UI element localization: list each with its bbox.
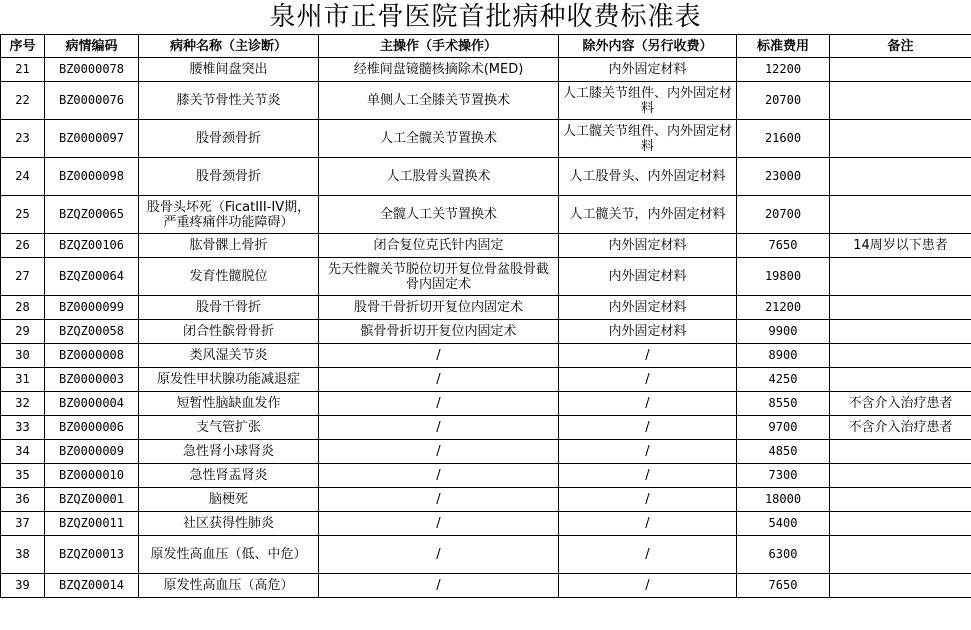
row-number-cell: [1, 320, 45, 344]
disease-name-cell: [139, 536, 319, 574]
disease-name-cell: [139, 296, 319, 320]
standard-fee-cell: [737, 488, 830, 512]
excluded-items-cell: [559, 416, 737, 440]
row-number-cell: [1, 368, 45, 392]
row-number: 25: [15, 207, 30, 221]
main-operation: 股骨干骨折切开复位内固定术: [353, 300, 523, 315]
main-operation: 髌骨骨折切开复位内固定术: [360, 324, 517, 339]
disease-code-cell: [45, 58, 139, 82]
disease-code: BZQZ00064: [58, 269, 125, 283]
disease-code-cell: [45, 392, 139, 416]
main-operation-cell: [319, 416, 559, 440]
table-row: [1, 512, 971, 536]
table-row: [1, 368, 971, 392]
main-operation-cell: [319, 234, 559, 258]
row-number: 23: [15, 131, 30, 145]
remark: 不含介入治疗患者: [848, 396, 953, 411]
main-operation-cell: [319, 574, 559, 598]
excluded-items-cell: [559, 158, 737, 196]
main-operation: /: [436, 420, 441, 435]
main-operation-cell: [319, 58, 559, 82]
main-operation: /: [436, 492, 441, 507]
excluded-items-cell: [559, 258, 737, 296]
remark-cell: [830, 344, 971, 368]
excluded-items: /: [645, 372, 650, 387]
excluded-items: 人工股骨头、内外固定材料: [569, 169, 726, 184]
table-row: [1, 120, 971, 158]
excluded-items: /: [645, 396, 650, 411]
standard-fee-cell: [737, 574, 830, 598]
disease-name-cell: [139, 58, 319, 82]
row-number: 22: [15, 93, 30, 107]
main-operation-cell: [319, 488, 559, 512]
disease-code-cell: [45, 158, 139, 196]
excluded-items-cell: [559, 120, 737, 158]
excluded-items-cell: [559, 58, 737, 82]
disease-code: BZ0000008: [58, 348, 125, 362]
table-row: [1, 158, 971, 196]
remark: 不含介入治疗患者: [848, 420, 953, 435]
row-number-cell: [1, 58, 45, 82]
row-number: 36: [15, 492, 30, 506]
disease-code-cell: [45, 574, 139, 598]
excluded-items: 内外固定材料: [608, 62, 687, 77]
remark-cell: [830, 574, 971, 598]
remark-cell: [830, 392, 971, 416]
main-operation: /: [436, 547, 441, 562]
standard-fee-cell: [737, 82, 830, 120]
excluded-items-cell: [559, 344, 737, 368]
excluded-items: /: [645, 547, 650, 562]
disease-name-cell: [139, 158, 319, 196]
remark-cell: [830, 82, 971, 120]
disease-code: BZQZ00106: [58, 238, 125, 252]
standard-fee: 4850: [768, 444, 798, 458]
remark-cell: [830, 258, 971, 296]
excluded-items-cell: [559, 440, 737, 464]
disease-code: BZQZ00013: [58, 547, 125, 561]
disease-name: 原发性高血压（低、中危）: [150, 547, 307, 562]
disease-name: 股骨干骨折: [195, 300, 261, 315]
main-operation: /: [436, 348, 441, 363]
disease-name: 发育性髋脱位: [189, 269, 268, 284]
disease-code: BZQZ00065: [58, 207, 125, 221]
excluded-items: /: [645, 444, 650, 459]
main-operation-cell: [319, 344, 559, 368]
disease-code: BZQZ00014: [58, 578, 125, 592]
excluded-items-cell: [559, 464, 737, 488]
disease-name: 支气管扩张: [195, 420, 261, 435]
disease-name-cell: [139, 120, 319, 158]
excluded-items: 人工膝关节组件、内外固定材料: [562, 85, 732, 116]
excluded-items-cell: [559, 512, 737, 536]
main-operation-cell: [319, 320, 559, 344]
remark-cell: [830, 296, 971, 320]
table-row: [1, 440, 971, 464]
excluded-items: /: [645, 516, 650, 531]
excluded-items-cell: [559, 368, 737, 392]
standard-fee: 9900: [768, 324, 798, 338]
standard-fee-cell: [737, 320, 830, 344]
disease-name-cell: [139, 392, 319, 416]
col-header-name: 病种名称（主诊断）: [139, 35, 319, 58]
standard-fee: 8550: [768, 396, 798, 410]
disease-name: 肱骨髁上骨折: [189, 238, 268, 253]
standard-fee: 7650: [768, 578, 798, 592]
main-operation: 经椎间盘镜髓核摘除术(MED): [353, 62, 524, 77]
disease-name: 短暂性脑缺血发作: [176, 396, 281, 411]
disease-code: BZQZ00011: [58, 516, 125, 530]
disease-code-cell: [45, 464, 139, 488]
col-header-exclusions: 除外内容（另行收费）: [559, 35, 737, 58]
main-operation: 单侧人工全膝关节置换术: [366, 93, 510, 108]
row-number-cell: [1, 512, 45, 536]
table-row: [1, 58, 971, 82]
main-operation: /: [436, 444, 441, 459]
row-number: 21: [15, 62, 30, 76]
row-number-cell: [1, 416, 45, 440]
remark-cell: [830, 368, 971, 392]
excluded-items: /: [645, 468, 650, 483]
disease-code: BZ0000006: [58, 420, 125, 434]
main-operation: /: [436, 468, 441, 483]
table-row: [1, 344, 971, 368]
disease-code-cell: [45, 440, 139, 464]
row-number-cell: [1, 158, 45, 196]
row-number: 24: [15, 169, 30, 183]
main-operation-cell: [319, 158, 559, 196]
table-row: [1, 196, 971, 234]
row-number-cell: [1, 120, 45, 158]
remark-cell: [830, 234, 971, 258]
col-header-code: 病情编码: [45, 35, 139, 58]
disease-code: BZQZ00001: [58, 492, 125, 506]
disease-name-cell: [139, 368, 319, 392]
table-row: [1, 258, 971, 296]
disease-code: BZ0000076: [58, 93, 125, 107]
disease-name: 股骨颈骨折: [195, 169, 261, 184]
remark-cell: [830, 464, 971, 488]
standard-fee: 12200: [764, 62, 802, 76]
col-header-note: 备注: [830, 35, 971, 58]
standard-fee: 21600: [764, 131, 802, 145]
row-number: 37: [15, 516, 30, 530]
row-number-cell: [1, 234, 45, 258]
disease-code-cell: [45, 368, 139, 392]
disease-name-cell: [139, 82, 319, 120]
remark-cell: [830, 440, 971, 464]
excluded-items-cell: [559, 196, 737, 234]
standard-fee-cell: [737, 464, 830, 488]
table-row: [1, 416, 971, 440]
disease-name: 原发性高血压（高危）: [163, 578, 294, 593]
row-number: 38: [15, 547, 30, 561]
main-operation: 人工全髋关节置换术: [379, 131, 497, 146]
disease-code-cell: [45, 344, 139, 368]
standard-fee: 19800: [764, 269, 802, 283]
disease-name: 原发性甲状腺功能减退症: [156, 372, 300, 387]
disease-name: 类风湿关节炎: [189, 348, 268, 363]
remark-cell: [830, 58, 971, 82]
main-operation-cell: [319, 512, 559, 536]
disease-code-cell: [45, 536, 139, 574]
row-number: 26: [15, 238, 30, 252]
standard-fee: 6300: [768, 547, 798, 561]
row-number: 32: [15, 396, 30, 410]
table-row: [1, 574, 971, 598]
standard-fee: 8900: [768, 348, 798, 362]
row-number: 35: [15, 468, 30, 482]
row-number-cell: [1, 488, 45, 512]
table-row: [1, 234, 971, 258]
disease-code: BZ0000099: [58, 300, 125, 314]
row-number: 27: [15, 269, 30, 283]
disease-name: 腰椎间盘突出: [189, 62, 268, 77]
main-operation-cell: [319, 296, 559, 320]
excluded-items: 内外固定材料: [608, 238, 687, 253]
main-operation: /: [436, 396, 441, 411]
disease-name-cell: [139, 416, 319, 440]
disease-code-cell: [45, 120, 139, 158]
excluded-items-cell: [559, 296, 737, 320]
disease-code-cell: [45, 82, 139, 120]
standard-fee-cell: [737, 440, 830, 464]
disease-code: BZ0000009: [58, 444, 125, 458]
excluded-items: 内外固定材料: [608, 269, 687, 284]
table-row: [1, 392, 971, 416]
standard-fee: 18000: [764, 492, 802, 506]
table-row: [1, 296, 971, 320]
row-number-cell: [1, 82, 45, 120]
main-operation-cell: [319, 392, 559, 416]
standard-fee: 20700: [764, 93, 802, 107]
table-row: [1, 320, 971, 344]
header-row: [1, 35, 971, 58]
disease-name-cell: [139, 464, 319, 488]
row-number-cell: [1, 196, 45, 234]
row-number: 34: [15, 444, 30, 458]
main-operation: 人工股骨头置换术: [386, 169, 491, 184]
remark-cell: [830, 416, 971, 440]
excluded-items: 人工髋关节组件、内外固定材料: [562, 123, 732, 154]
excluded-items: /: [645, 348, 650, 363]
row-number-cell: [1, 440, 45, 464]
excluded-items-cell: [559, 234, 737, 258]
standard-fee-cell: [737, 536, 830, 574]
remark-cell: [830, 196, 971, 234]
table-row: [1, 488, 971, 512]
standard-fee: 21200: [764, 300, 802, 314]
main-operation: 闭合复位克氏针内固定: [373, 238, 504, 253]
fee-standard-table: [0, 34, 971, 598]
remark-cell: [830, 320, 971, 344]
disease-name-cell: [139, 440, 319, 464]
standard-fee: 20700: [764, 207, 802, 221]
excluded-items: /: [645, 578, 650, 593]
main-operation: 全髋人工关节置换术: [379, 207, 497, 222]
disease-code-cell: [45, 488, 139, 512]
disease-code-cell: [45, 320, 139, 344]
standard-fee-cell: [737, 344, 830, 368]
disease-code-cell: [45, 512, 139, 536]
standard-fee: 5400: [768, 516, 798, 530]
disease-name: 急性肾盂肾炎: [189, 468, 268, 483]
col-header-no: 序号: [1, 35, 45, 58]
disease-name-cell: [139, 574, 319, 598]
main-operation: /: [436, 516, 441, 531]
row-number-cell: [1, 536, 45, 574]
disease-code-cell: [45, 196, 139, 234]
main-operation-cell: [319, 368, 559, 392]
excluded-items: /: [645, 420, 650, 435]
standard-fee: 23000: [764, 169, 802, 183]
disease-code-cell: [45, 416, 139, 440]
excluded-items: /: [645, 492, 650, 507]
standard-fee-cell: [737, 158, 830, 196]
standard-fee-cell: [737, 196, 830, 234]
row-number-cell: [1, 464, 45, 488]
remark-cell: [830, 120, 971, 158]
disease-code: BZQZ00058: [58, 324, 125, 338]
disease-code-cell: [45, 234, 139, 258]
main-operation-cell: [319, 120, 559, 158]
row-number: 30: [15, 348, 30, 362]
standard-fee-cell: [737, 392, 830, 416]
table-row: [1, 536, 971, 574]
excluded-items-cell: [559, 488, 737, 512]
disease-name-cell: [139, 258, 319, 296]
row-number-cell: [1, 258, 45, 296]
disease-code: BZ0000004: [58, 396, 125, 410]
row-number-cell: [1, 574, 45, 598]
disease-name: 社区获得性肺炎: [182, 516, 274, 531]
row-number: 29: [15, 324, 30, 338]
standard-fee-cell: [737, 512, 830, 536]
main-operation-cell: [319, 196, 559, 234]
main-operation-cell: [319, 82, 559, 120]
main-operation-cell: [319, 440, 559, 464]
standard-fee: 9700: [768, 420, 798, 434]
disease-code: BZ0000078: [58, 62, 125, 76]
page-title: 泉州市正骨医院首批病种收费标准表: [269, 2, 702, 32]
main-operation: /: [436, 372, 441, 387]
disease-name-cell: [139, 196, 319, 234]
disease-name-cell: [139, 234, 319, 258]
main-operation-cell: [319, 536, 559, 574]
disease-name-cell: [139, 320, 319, 344]
remark-cell: [830, 512, 971, 536]
disease-name: 膝关节骨性关节炎: [176, 93, 281, 108]
main-operation-cell: [319, 464, 559, 488]
excluded-items-cell: [559, 574, 737, 598]
disease-code-cell: [45, 296, 139, 320]
excluded-items: 人工髋关节，内外固定材料: [569, 207, 726, 222]
main-operation-cell: [319, 258, 559, 296]
table-row: [1, 464, 971, 488]
row-number: 31: [15, 372, 30, 386]
standard-fee-cell: [737, 234, 830, 258]
main-operation: 先天性髋关节脱位切开复位骨盆股骨截骨内固定术: [327, 261, 549, 292]
excluded-items: 内外固定材料: [608, 324, 687, 339]
standard-fee-cell: [737, 58, 830, 82]
disease-name: 脑梗死: [208, 492, 248, 507]
disease-name-cell: [139, 488, 319, 512]
remark-cell: [830, 488, 971, 512]
standard-fee: 7300: [768, 468, 798, 482]
disease-code: BZ0000003: [58, 372, 125, 386]
row-number: 39: [15, 578, 30, 592]
standard-fee: 4250: [768, 372, 798, 386]
excluded-items-cell: [559, 536, 737, 574]
disease-name-cell: [139, 344, 319, 368]
remark: 14周岁以下患者: [853, 238, 948, 253]
excluded-items-cell: [559, 82, 737, 120]
remark-cell: [830, 536, 971, 574]
standard-fee-cell: [737, 368, 830, 392]
standard-fee: 7650: [768, 238, 798, 252]
disease-name-cell: [139, 512, 319, 536]
main-operation: /: [436, 578, 441, 593]
standard-fee-cell: [737, 296, 830, 320]
disease-code: BZ0000098: [58, 169, 125, 183]
excluded-items: 内外固定材料: [608, 300, 687, 315]
disease-name: 急性肾小球肾炎: [182, 444, 274, 459]
standard-fee-cell: [737, 258, 830, 296]
col-header-fee: 标准费用: [737, 35, 830, 58]
standard-fee-cell: [737, 120, 830, 158]
row-number-cell: [1, 296, 45, 320]
disease-name: 闭合性髌骨骨折: [182, 324, 274, 339]
row-number-cell: [1, 344, 45, 368]
excluded-items-cell: [559, 392, 737, 416]
disease-code: BZ0000010: [58, 468, 125, 482]
disease-name: 股骨颈骨折: [195, 131, 261, 146]
disease-code: BZ0000097: [58, 131, 125, 145]
remark-cell: [830, 158, 971, 196]
excluded-items-cell: [559, 320, 737, 344]
row-number-cell: [1, 392, 45, 416]
standard-fee-cell: [737, 416, 830, 440]
row-number: 28: [15, 300, 30, 314]
disease-code-cell: [45, 258, 139, 296]
col-header-operation: 主操作（手术操作）: [319, 35, 559, 58]
disease-name: 股骨头坏死（FicatIII-IV期，严重疼痛伴功能障碍）: [146, 199, 311, 230]
table-row: [1, 82, 971, 120]
row-number: 33: [15, 420, 30, 434]
